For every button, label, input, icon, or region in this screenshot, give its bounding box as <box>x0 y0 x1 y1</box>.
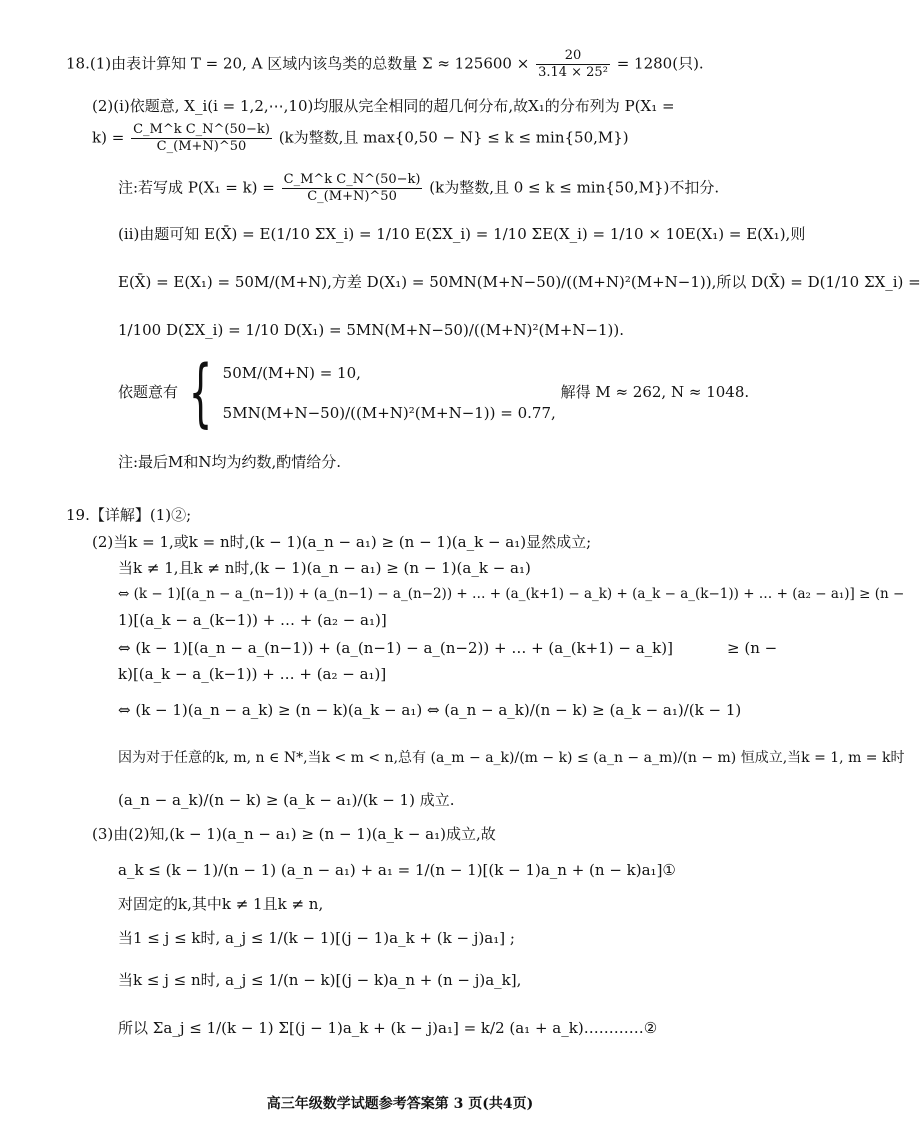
q19-line-8: ⇔ (k − 1)(a_n − a_k) ≥ (n − k)(a_k − a₁) ⇔ (a_n − a_k)/(n − k) ≥ (a_k − a₁)/(k − 1) <box>118 701 742 719</box>
q19-line-12: a_k ≤ (k − 1)/(n − 1) (a_n − a₁) + a₁ = 1/(n − 1)[(k − 1)a_n + (n − k)a₁]① <box>118 861 676 879</box>
q18-system-prefix: 依题意有 <box>118 383 179 401</box>
q18-note-1 <box>118 172 719 205</box>
hypergeom-den: C_(M+N)^50 <box>156 139 247 154</box>
q19-line-5: 1)[(a_k − a_(k−1)) + … + (a₂ − a₁)] <box>118 611 387 629</box>
system-eq-1: 50M/(M+N) = 10, <box>222 364 361 382</box>
q19-line-6 <box>118 638 673 658</box>
hypergeom-fraction <box>131 122 272 155</box>
q18-line-variance-mean: 1/100 D(ΣX_i) = 1/10 D(X₁) = 5MN(M+N−50)/((M+N)²(M+N−1)). <box>118 321 624 339</box>
q19-line-13: 对固定的k,其中k ≠ 1且k ≠ n, <box>118 895 324 913</box>
system-eq-2: 5MN(M+N−50)/((M+N)²(M+N−1)) = 0.77, <box>222 404 556 422</box>
q19-line-15: 当k ≤ j ≤ n时, a_j ≤ 1/(n − k)[(j − k)a_n + (n − j)a_k], <box>118 971 522 989</box>
note-fraction <box>282 172 423 205</box>
note-fraction-num: C_M^k C_N^(50−k) <box>283 172 421 187</box>
q18-dist-prefix: k) = <box>92 128 125 147</box>
q19-line-7: k)[(a_k − a_(k−1)) + … + (a₂ − a₁)] <box>118 665 387 683</box>
q18-line-expectation: (ⅱ)由题可知 E(X̄) = E(1/10 ΣX_i) = 1/10 E(ΣX_i) = 1/10 ΣE(X_i) = 1/10 × 10E(X₁) = E(X₁),则 <box>118 225 806 243</box>
q19-line-9: 因为对于任意的k, m, n ∈ N*,当k < m < n,总有 (a_m − a_k)/(m − k) ≤ (a_n − a_m)/(n − m) 恒成立,当k = 1, m = k时 <box>118 750 905 766</box>
area-fraction-den: 3.14 × 25² <box>538 65 608 80</box>
q19-line-6-right: ≥ (n − <box>727 639 778 657</box>
q19-line-1: 19.【详解】(1)②; <box>66 506 192 524</box>
q18-line-3 <box>92 122 629 155</box>
q18-dist-condition: (k为整数,且 max{0,50 − N} ≤ k ≤ min{50,M}) <box>278 128 629 147</box>
q18-part1-text: 18.(1)由表计算知 T = 20, A 区域内该鸟类的总数量 Σ ≈ 125600 × <box>66 54 530 73</box>
system-equations <box>223 353 556 433</box>
q18-line-2: (2)(ⅰ)依题意, X_i(i = 1,2,⋯,10)均服从完全相同的超几何分布,故X₁的分布列为 P(X₁ = <box>92 97 675 115</box>
q18-part1-result: = 1280(只). <box>616 54 704 73</box>
q18-note-suffix: (k为整数,且 0 ≤ k ≤ min{50,M})不扣分. <box>429 178 720 197</box>
page-footer: 高三年级数学试题参考答案第 3 页(共4页) <box>266 1096 534 1112</box>
q19-line-10: (a_n − a_k)/(n − k) ≥ (a_k − a₁)/(k − 1) 成立. <box>118 791 455 809</box>
q18-solution: 解得 M ≈ 262, N ≈ 1048. <box>560 383 750 401</box>
q19-line-2: (2)当k = 1,或k = n时,(k − 1)(a_n − a₁) ≥ (n − 1)(a_k − a₁)显然成立; <box>92 533 592 551</box>
hypergeom-num: C_M^k C_N^(50−k) <box>133 122 270 137</box>
q19-line-16: 所以 Σa_j ≤ 1/(k − 1) Σ[(j − 1)a_k + (k − j)a₁] = k/2 (a₁ + a_k)…………② <box>118 1019 658 1037</box>
q19-line-6-left: ⇔ (k − 1)[(a_n − a_(n−1)) + (a_(n−1) − a_(n−2)) + … + (a_(k+1) − a_k)] <box>118 639 673 657</box>
q19-line-14: 当1 ≤ j ≤ k时, a_j ≤ 1/(k − 1)[(j − 1)a_k + (k − j)a₁] ; <box>118 929 515 947</box>
q19-line-4: ⇔ (k − 1)[(a_n − a_(n−1)) + (a_(n−1) − a_(n−2)) + … + (a_(k+1) − a_k) + (a_k − a_(k−1)) + … + (a₂ − a₁)] ≥ (n − <box>118 586 905 602</box>
q18-equation-system <box>118 350 750 436</box>
q18-note-prefix: 注:若写成 P(X₁ = k) = <box>118 178 275 197</box>
note-fraction-den: C_(M+N)^50 <box>307 189 397 204</box>
q19-line-11: (3)由(2)知,(k − 1)(a_n − a₁) ≥ (n − 1)(a_k − a₁)成立,故 <box>92 825 496 843</box>
area-fraction-num: 20 <box>536 48 610 65</box>
q18-line-1 <box>66 48 704 81</box>
area-fraction <box>536 48 610 81</box>
q18-note-2: 注:最后M和N均为约数,酌情给分. <box>118 453 342 471</box>
left-brace-icon: { <box>188 350 213 436</box>
q19-line-3: 当k ≠ 1,且k ≠ n时,(k − 1)(a_n − a₁) ≥ (n − 1)(a_k − a₁) <box>118 559 531 577</box>
q18-line-variance: E(X̄) = E(X₁) = 50M/(M+N),方差 D(X₁) = 50MN(M+N−50)/((M+N)²(M+N−1)),所以 D(X̄) = D(1/10 ΣX_i) = <box>118 273 921 291</box>
